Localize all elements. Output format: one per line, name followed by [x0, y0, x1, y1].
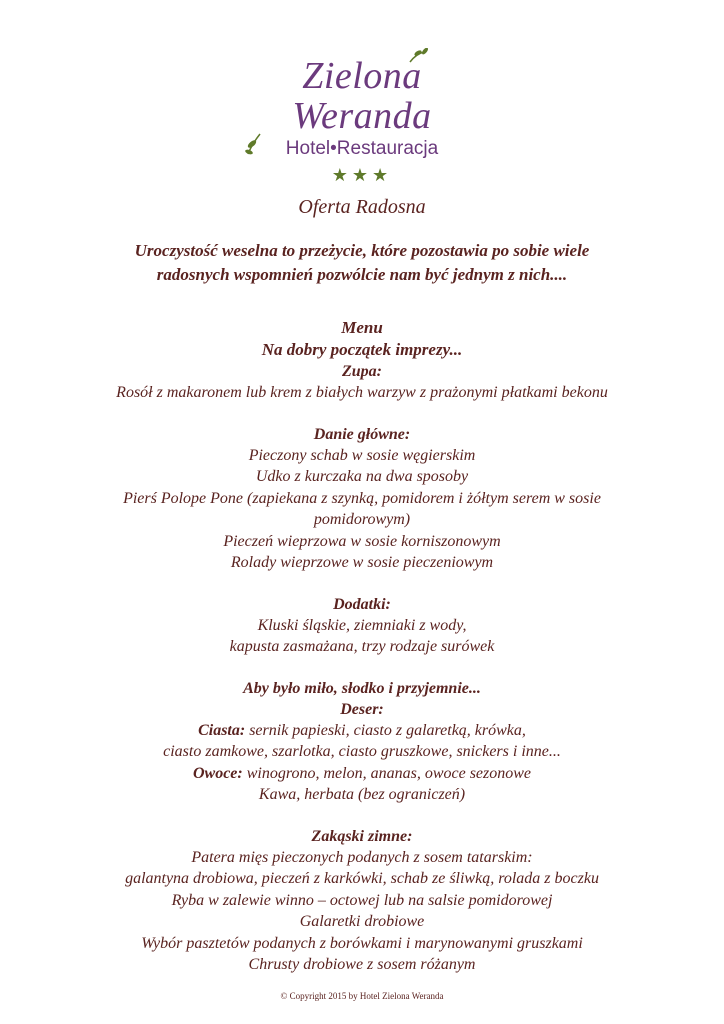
- intro-line: Uroczystość weselna to przeżycie, które pozostawia po sobie wiele: [134, 241, 590, 260]
- dodatki-heading: Dodatki:: [333, 595, 391, 613]
- copyright-footer: © Copyright 2015 by Hotel Zielona Weranda: [280, 991, 444, 1001]
- danie-heading: Danie główne:: [313, 425, 411, 443]
- ciasta-line-2: ciasto zamkowe, szarlotka, ciasto gruszkowe, snickers i inne...: [163, 743, 561, 760]
- danie-item: Pieczony schab w sosie węgierskim: [248, 446, 476, 464]
- zakaski-item: Ryba w zalewie winno – octowej lub na salsie pomidorowej: [171, 891, 553, 909]
- danie-item: pomidorowym): [313, 511, 411, 528]
- dodatki-item: kapusta zasmażana, trzy rodzaje surówek: [229, 638, 495, 655]
- menu-subheading: Na dobry początek imprezy...: [261, 340, 463, 359]
- menu-heading: Menu: [341, 318, 383, 337]
- owoce-text: winogrono, melon, ananas, owoce sezonowe: [242, 764, 532, 782]
- ciasta-text: sernik papieski, ciasto z galaretką, krówka,: [245, 721, 526, 739]
- deser-intro-heading: Aby było miło, słodko i przyjemnie...: [243, 679, 481, 697]
- zakaski-item: Chrusty drobiowe z sosem różanym: [248, 956, 476, 973]
- ciasta-line: [0, 720, 724, 742]
- stars-rating: ★★★: [331, 165, 393, 186]
- danie-section: [0, 424, 724, 574]
- kawa-line: Kawa, herbata (bez ograniczeń): [258, 786, 466, 803]
- danie-item: Pieczeń wieprzowa w sosie korniszonowym: [223, 532, 501, 550]
- page-title: Oferta Radosna: [298, 196, 426, 218]
- dodatki-item: Kluski śląskie, ziemniaki z wody,: [257, 616, 467, 634]
- ciasta-label: Ciasta:: [198, 721, 246, 739]
- zakaski-item: Galaretki drobiowe: [299, 913, 425, 930]
- leaf-sprig-icon: [242, 48, 482, 66]
- zupa-item: Rosół z makaronem lub krem z białych warzyw z prażonymi płatkami bekonu: [116, 384, 608, 401]
- danie-item: Pierś Polope Pone (zapiekana z szynką, pomidorem i żółtym serem w sosie: [123, 489, 601, 507]
- intro-text: [0, 239, 724, 287]
- zakaski-section: [0, 826, 724, 976]
- zakaski-item: galantyna drobiowa, pieczeń z karkówki, schab ze śliwką, rolada z boczku: [125, 870, 599, 887]
- deser-section: [0, 678, 724, 806]
- hotel-logo: [0, 56, 724, 186]
- deser-heading: Deser:: [340, 700, 384, 718]
- owoce-line: [0, 763, 724, 785]
- zakaski-heading: Zakąski zimne:: [311, 827, 413, 845]
- zupa-heading: Zupa:: [342, 363, 382, 380]
- menu-document: [0, 193, 724, 976]
- intro-line: radosnych wspomnień pozwólcie nam być jednym z nich....: [156, 265, 568, 284]
- dodatki-section: [0, 594, 724, 658]
- danie-item: Udko z kurczaka na dwa sposoby: [255, 468, 469, 485]
- danie-item: Rolady wieprzowe w sosie pieczeniowym: [230, 554, 494, 571]
- zakaski-item: Patera mięs pieczonych podanych z sosem tatarskim:: [191, 848, 533, 866]
- leaf-icon: [240, 132, 270, 158]
- owoce-label: Owoce:: [192, 764, 243, 782]
- zakaski-item: Wybór pasztetów podanych z borówkami i marynowanymi gruszkami: [141, 934, 583, 952]
- logo-subtitle: Hotel•Restauracja: [285, 138, 439, 159]
- logo-wordmark: Zielona Weranda: [292, 55, 432, 137]
